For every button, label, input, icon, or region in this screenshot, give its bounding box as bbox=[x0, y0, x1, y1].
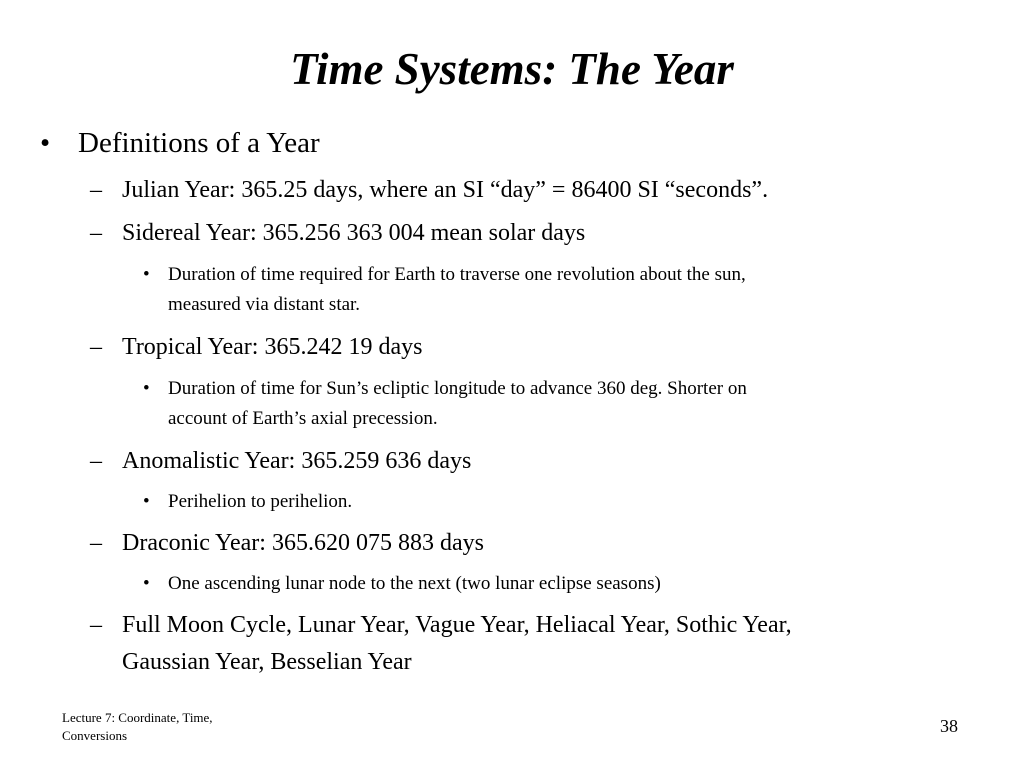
dash-marker: – bbox=[90, 530, 102, 556]
sub-bullet-marker: • bbox=[143, 573, 150, 594]
other-years-line-2: Gaussian Year, Besselian Year bbox=[122, 649, 412, 675]
anomalistic-year-item: Anomalistic Year: 365.259 636 days bbox=[122, 448, 472, 474]
sub-bullet-marker: • bbox=[143, 491, 150, 512]
sidereal-year-item: Sidereal Year: 365.256 363 004 mean solar days bbox=[122, 220, 586, 246]
tropical-note-line-2: account of Earth’s axial precession. bbox=[168, 408, 438, 429]
anomalistic-note: Perihelion to perihelion. bbox=[168, 491, 353, 512]
dash-marker: – bbox=[90, 334, 102, 360]
lecture-footer bbox=[62, 709, 213, 745]
lecture-footer-line-1: Lecture 7: Coordinate, Time, bbox=[62, 710, 213, 725]
other-years-line-1: Full Moon Cycle, Lunar Year, Vague Year, Heliacal Year, Sothic Year, bbox=[122, 612, 792, 638]
draconic-year-item: Draconic Year: 365.620 075 883 days bbox=[122, 530, 484, 556]
tropical-note-line-1: Duration of time for Sun’s ecliptic longitude to advance 360 deg. Shorter on bbox=[168, 378, 747, 399]
julian-year-item: Julian Year: 365.25 days, where an SI “day” = 86400 SI “seconds”. bbox=[122, 177, 769, 203]
dash-marker: – bbox=[90, 448, 102, 474]
slide-title: Time Systems: The Year bbox=[290, 44, 734, 94]
page-number: 38 bbox=[940, 716, 958, 736]
dash-marker: – bbox=[90, 177, 102, 203]
draconic-note: One ascending lunar node to the next (two lunar eclipse seasons) bbox=[168, 573, 661, 594]
sidereal-note-line-1: Duration of time required for Earth to traverse one revolution about the sun, bbox=[168, 264, 746, 285]
dash-marker: – bbox=[90, 612, 102, 638]
sidereal-note-line-2: measured via distant star. bbox=[168, 294, 361, 315]
tropical-year-item: Tropical Year: 365.242 19 days bbox=[122, 334, 423, 360]
lecture-footer-line-2: Conversions bbox=[62, 728, 127, 743]
bullet-marker: • bbox=[40, 127, 51, 159]
definitions-heading: Definitions of a Year bbox=[78, 127, 320, 159]
dash-marker: – bbox=[90, 220, 102, 246]
sub-bullet-marker: • bbox=[143, 264, 150, 285]
sub-bullet-marker: • bbox=[143, 378, 150, 399]
